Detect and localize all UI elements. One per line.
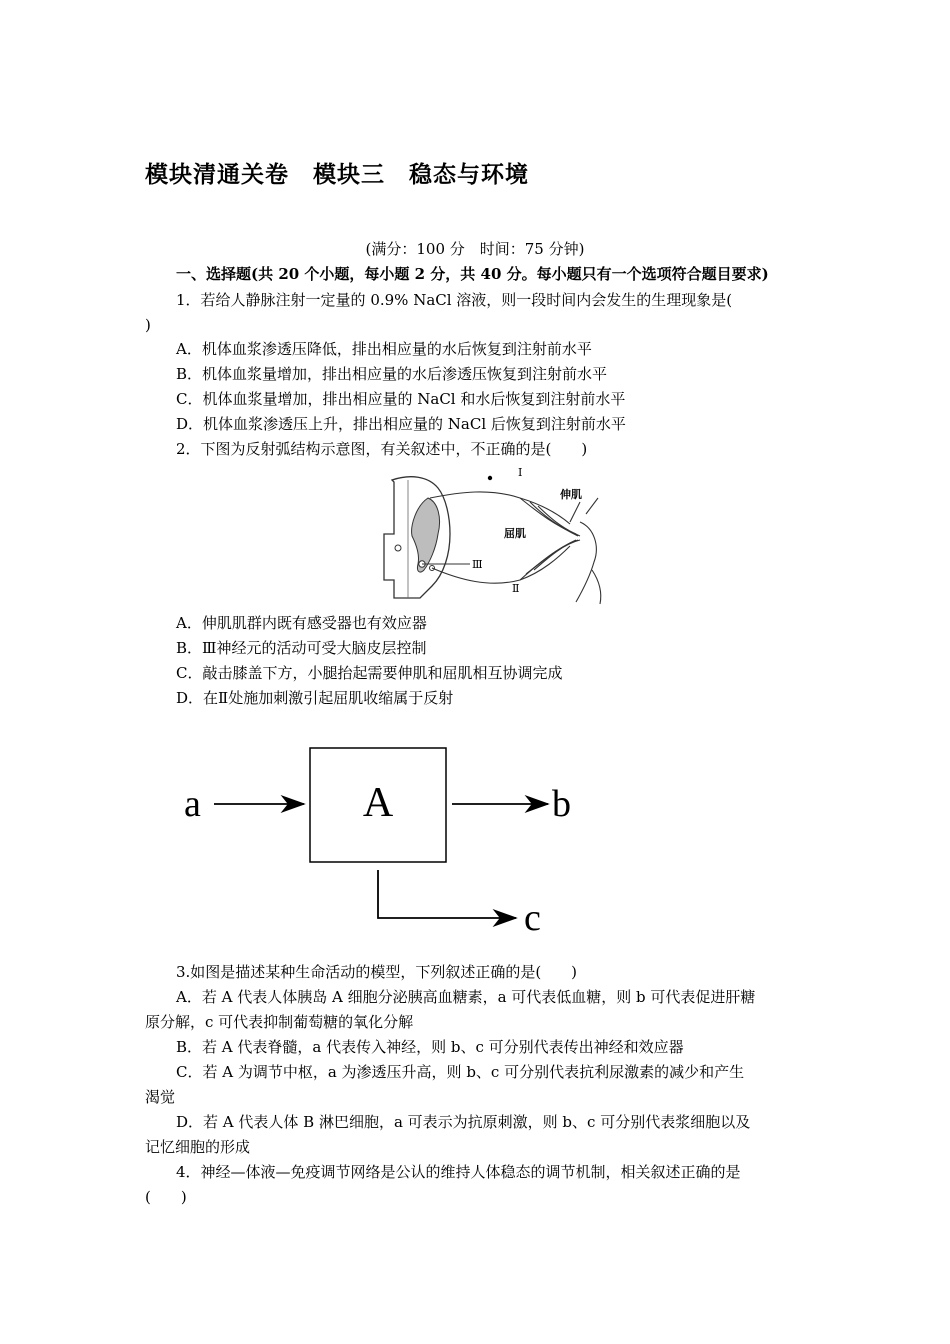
nerve-2-path xyxy=(432,546,570,583)
q4-stem: 4．神经—体液—免疫调节网络是公认的维持人体稳态的调节机制，相关叙述正确的是 xyxy=(176,1163,741,1181)
q2-option-b: B．Ⅲ神经元的活动可受大脑皮层控制 xyxy=(176,639,427,657)
model-input-label: a xyxy=(184,783,201,825)
receptor-dot xyxy=(488,476,492,480)
q3-option-b: B．若 A 代表脊髓，a 代表传入神经，则 b、c 可分别代表传出神经和效应器 xyxy=(176,1038,684,1056)
reflex-arc-figure xyxy=(380,462,605,607)
q2-stem: 2．下图为反射弧结构示意图，有关叙述中，不正确的是( ) xyxy=(176,440,588,458)
section-heading: 一、选择题(共 20 个小题，每小题 2 分，共 40 分。每小题只有一个选项符合题目要求) xyxy=(176,265,769,283)
q1-option-a: A．机体血浆渗透压降低，排出相应量的水后恢复到注射前水平 xyxy=(176,340,592,358)
q2-option-a: A．伸肌肌群内既有感受器也有效应器 xyxy=(176,614,427,632)
label-flexor: 屈肌 xyxy=(504,527,526,540)
label-extensor: 伸肌 xyxy=(560,488,582,501)
model-output-b-label: b xyxy=(552,783,571,825)
arrow-A-to-c xyxy=(378,870,516,918)
model-box-label: A xyxy=(362,780,394,826)
q3-option-d: D．若 A 代表人体 B 淋巴细胞，a 可表示为抗原刺激，则 b、c 可分别代表浆细胞以及 xyxy=(176,1113,751,1131)
q3-option-a: A．若 A 代表人体胰岛 A 细胞分泌胰高血糖素，a 可代表低血糖，则 b 可代表促进肝糖 xyxy=(176,988,756,1006)
q1-option-d: D．机体血浆渗透压上升，排出相应量的 NaCl 后恢复到注射前水平 xyxy=(176,415,626,433)
label-nerve-2: Ⅱ xyxy=(512,583,520,595)
central-canal xyxy=(395,545,401,551)
grey-matter xyxy=(412,498,440,572)
q1-option-c: C．机体血浆量增加，排出相应量的 NaCl 和水后恢复到注射前水平 xyxy=(176,390,626,408)
q2-option-c: C．敲击膝盖下方，小腿抬起需要伸肌和屈肌相互协调完成 xyxy=(176,664,563,682)
q1-stem: 1．若给人静脉注射一定量的 0.9% NaCl 溶液，则一段时间内会发生的生理现象是( xyxy=(176,291,733,309)
label-neuron-3: Ⅲ xyxy=(472,559,483,571)
q3-option-d-cont: 记忆细胞的形成 xyxy=(145,1138,251,1156)
q3-option-a-cont: 原分解，c 可代表抑制葡萄糖的氧化分解 xyxy=(145,1013,414,1031)
q1-option-b: B．机体血浆量增加，排出相应量的水后渗透压恢复到注射前水平 xyxy=(176,365,608,383)
exam-meta: (满分：100 分 时间：75 分钟) xyxy=(365,240,585,258)
model-output-c-label: c xyxy=(524,897,541,939)
q3-option-c: C．若 A 为调节中枢，a 为渗透压升高，则 b、c 可分别代表抗利尿激素的减少和产生 xyxy=(176,1063,745,1081)
page-title: 模块清通关卷 模块三 稳态与环境 xyxy=(145,162,529,188)
q3-stem: 3.如图是描述某种生命活动的模型，下列叙述正确的是( ) xyxy=(176,963,578,981)
q1-stem-cont: ) xyxy=(145,316,151,334)
q3-option-c-cont: 渴觉 xyxy=(145,1088,176,1106)
q4-stem-cont: ( ) xyxy=(145,1188,187,1206)
q2-option-d: D．在Ⅱ处施加刺激引起屈肌收缩属于反射 xyxy=(176,689,454,707)
label-nerve-1: Ⅰ xyxy=(518,467,523,479)
model-figure xyxy=(180,740,600,940)
